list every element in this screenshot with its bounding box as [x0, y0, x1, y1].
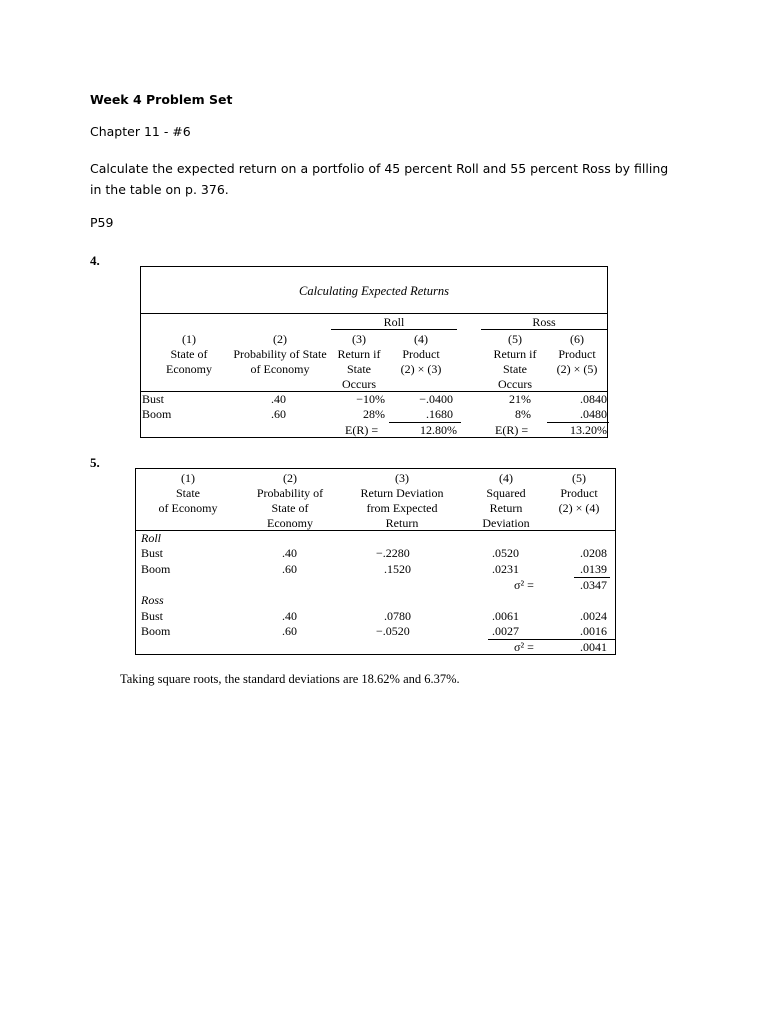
question-text: Calculate the expected return on a portfolio of 45 percent Roll and 55 percent Ross by filling in the table on p. 376. [90, 161, 669, 197]
cell-state: Bust [142, 392, 165, 406]
variance-value-roll: .0347 [580, 578, 607, 592]
cell-state: Boom [142, 407, 172, 421]
cell-squared: .0520 [492, 546, 519, 560]
cell-ross-product: .0480 [580, 407, 607, 421]
group-ross: Ross [532, 315, 556, 329]
cell-deviation: .0780 [384, 609, 411, 623]
variance-label-roll: σ² = [514, 578, 534, 592]
cell-deviation: −.2280 [376, 546, 410, 560]
cell-squared: .0061 [492, 609, 519, 623]
cell-squared: .0231 [492, 562, 519, 576]
col-header-5: (5) Product (2) × (4) [558, 471, 600, 515]
col-header-6: (6) Product (2) × (5) [556, 332, 598, 376]
cell-roll-return: 28% [363, 407, 385, 421]
cell-prob: .60 [282, 562, 297, 576]
expected-returns-table [140, 266, 608, 438]
cell-ross-return: 21% [509, 392, 531, 406]
cell-prob: .40 [282, 609, 297, 623]
divider [141, 313, 607, 314]
variance-value-ross: .0041 [580, 640, 607, 654]
cell-ross-return: 8% [515, 407, 531, 421]
cell-state: Bust [141, 546, 164, 560]
page-title: Week 4 Problem Set [90, 92, 233, 107]
col-header-3: (3) Return if State Occurs [337, 332, 381, 391]
cell-roll-return: −10% [356, 392, 385, 406]
cell-product: .0208 [580, 546, 607, 560]
col-header-1: (1) State of Economy [166, 332, 212, 376]
er-label-ross: E(R) = [495, 423, 529, 437]
cell-state: Boom [141, 624, 171, 638]
cell-product: .0016 [580, 624, 607, 638]
cell-state: Boom [141, 562, 171, 576]
cell-state: Bust [141, 609, 164, 623]
table-caption: Calculating Expected Returns [299, 284, 449, 298]
cell-prob: .40 [271, 392, 286, 406]
group-ross-line [481, 329, 607, 330]
col-header-2: (2) Probability of State of Economy [233, 332, 327, 376]
col-header-2: (2) Probability of State of Economy [256, 471, 324, 530]
chapter-heading: Chapter 11 - #6 [90, 124, 191, 139]
er-label-roll: E(R) = [345, 423, 379, 437]
cell-roll-product: −.0400 [419, 392, 453, 406]
group-roll: Roll [383, 315, 405, 329]
col-header-4: (4) Squared Return Deviation [482, 471, 530, 530]
section-label-ross: Ross [141, 593, 164, 607]
col-header-4: (4) Product (2) × (3) [400, 332, 442, 376]
cell-ross-product: .0840 [580, 392, 607, 406]
cell-prob: .60 [282, 624, 297, 638]
standard-deviation-note: Taking square roots, the standard deviations are 18.62% and 6.37%. [120, 672, 460, 686]
cell-prob: .40 [282, 546, 297, 560]
page-reference: P59 [90, 215, 114, 230]
variance-label-ross: σ² = [514, 640, 534, 654]
er-value-roll: 12.80% [420, 423, 457, 437]
er-value-ross: 13.20% [570, 423, 607, 437]
cell-squared: .0027 [492, 624, 519, 638]
cell-product: .0024 [580, 609, 607, 623]
problem-4-label: 4. [90, 253, 100, 268]
cell-deviation: .1520 [384, 562, 411, 576]
col-header-3: (3) Return Deviation from Expected Return [360, 471, 444, 530]
group-roll-line [331, 329, 457, 330]
col-header-5: (5) Return if State Occurs [493, 332, 537, 391]
problem-5-label: 5. [90, 455, 100, 470]
cell-product: .0139 [580, 562, 607, 576]
col-header-1: (1) State of Economy [158, 471, 218, 515]
variance-table [135, 468, 616, 655]
divider [136, 530, 615, 531]
cell-prob: .60 [271, 407, 286, 421]
section-label-roll: Roll [141, 531, 161, 545]
cell-roll-product: .1680 [426, 407, 453, 421]
cell-deviation: −.0520 [376, 624, 410, 638]
